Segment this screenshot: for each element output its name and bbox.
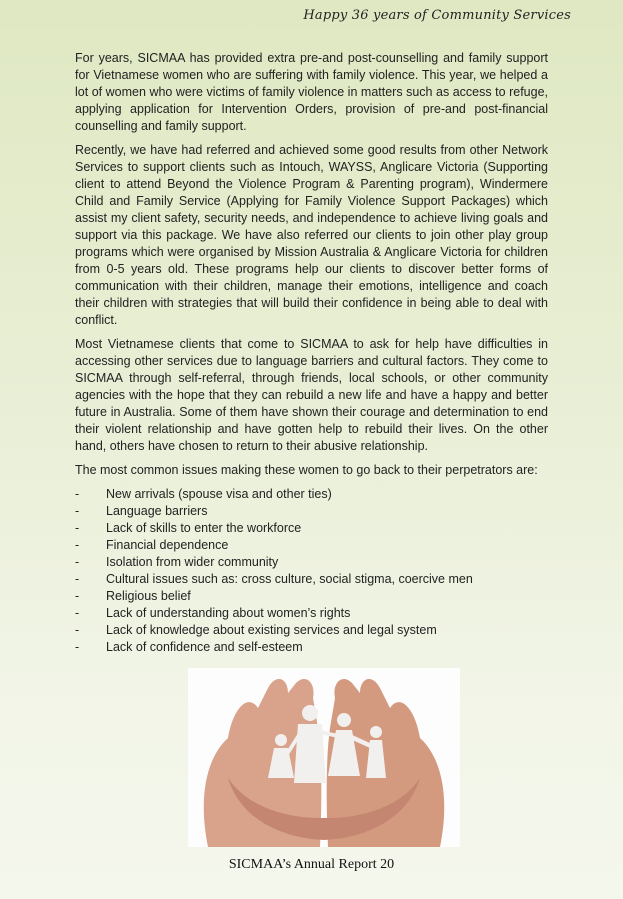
page-header-title: Happy 36 years of Community Services: [303, 8, 571, 23]
issue-text: New arrivals (spouse visa and other ties): [106, 487, 332, 501]
hands-family-photo: [188, 668, 460, 847]
issue-list-item: [75, 622, 548, 639]
issue-list-item: [75, 571, 548, 588]
bullet-dash: -: [75, 487, 80, 501]
bullet-dash: -: [75, 606, 80, 620]
issue-list-item: [75, 639, 548, 656]
bullet-dash: -: [75, 589, 80, 603]
issue-text: Lack of understanding about women’s rights: [106, 606, 351, 620]
paragraph-clients: Most Vietnamese clients that come to SICMAA to ask for help have difficulties in accessing other services due to language barriers and cultural factors. They come to SICMAA through self-referral, through friends, local schools, or other community agencies with the hope that they can rebuild a new life and have a happy and better future in Australia. Some of them have shown their courage and determination to end their violent relationship and have gotten help to rebuild their lives. On the other hand, others have chosen to return to their abusive relationship.: [75, 337, 548, 453]
issue-list-item: [75, 486, 548, 503]
bullet-dash: -: [75, 572, 80, 586]
issue-text: Isolation from wider community: [106, 555, 279, 569]
issue-list-item: [75, 605, 548, 622]
page-content: [75, 50, 548, 656]
paragraph-family-support: For years, SICMAA has provided extra pre-and post-counselling and family support for Vietnamese women who are suffering with family violence. This year, we helped a lot of women who were victims of family violence in matters such as access to refuge, applying application for Intervention Orders, provision of pre-and post-financial counselling and family support.: [75, 51, 548, 133]
issue-text: Religious belief: [106, 589, 191, 603]
paragraph-issues-intro: The most common issues making these women to go back to their perpetrators are:: [75, 463, 538, 477]
issue-text: Lack of confidence and self-esteem: [106, 640, 303, 654]
bullet-dash: -: [75, 623, 80, 637]
issue-list-item: [75, 503, 548, 520]
bullet-dash: -: [75, 538, 80, 552]
bullet-dash: -: [75, 504, 80, 518]
issue-list-item: [75, 588, 548, 605]
issue-text: Language barriers: [106, 504, 208, 518]
bullet-dash: -: [75, 521, 80, 535]
issue-text: Lack of knowledge about existing services and legal system: [106, 623, 437, 637]
issue-text: Lack of skills to enter the workforce: [106, 521, 302, 535]
issue-text: Cultural issues such as: cross culture, social stigma, coercive men: [106, 572, 473, 586]
bullet-dash: -: [75, 640, 80, 654]
issue-text: Financial dependence: [106, 538, 229, 552]
bullet-dash: -: [75, 555, 80, 569]
paragraph-network-services: Recently, we have had referred and achieved some good results from other Network Services to support clients such as Intouch, WAYSS, Anglicare Victoria (Supporting client to attend Beyond the Violence Program & Parenting program), Windermere Child and Family Service (Applying for Family Violence Support Packages) which assist my client safety, security needs, and independence to achieve living goals and support via this package. We have also referred our clients to join other play group programs which were organised by Mission Australia & Anglicare Victoria for children from 0-5 years old. These programs help our clients to discover better forms of communication with their children, manage their emotions, intelligence and coach their children with strategies that will build their confidence in being able to deal with conflict.: [75, 143, 548, 327]
footer-caption: SICMAA’s Annual Report 20: [228, 857, 395, 872]
issue-list-item: [75, 520, 548, 537]
issue-list-item: [75, 554, 548, 571]
issues-list: [75, 486, 548, 656]
issue-list-item: [75, 537, 548, 554]
